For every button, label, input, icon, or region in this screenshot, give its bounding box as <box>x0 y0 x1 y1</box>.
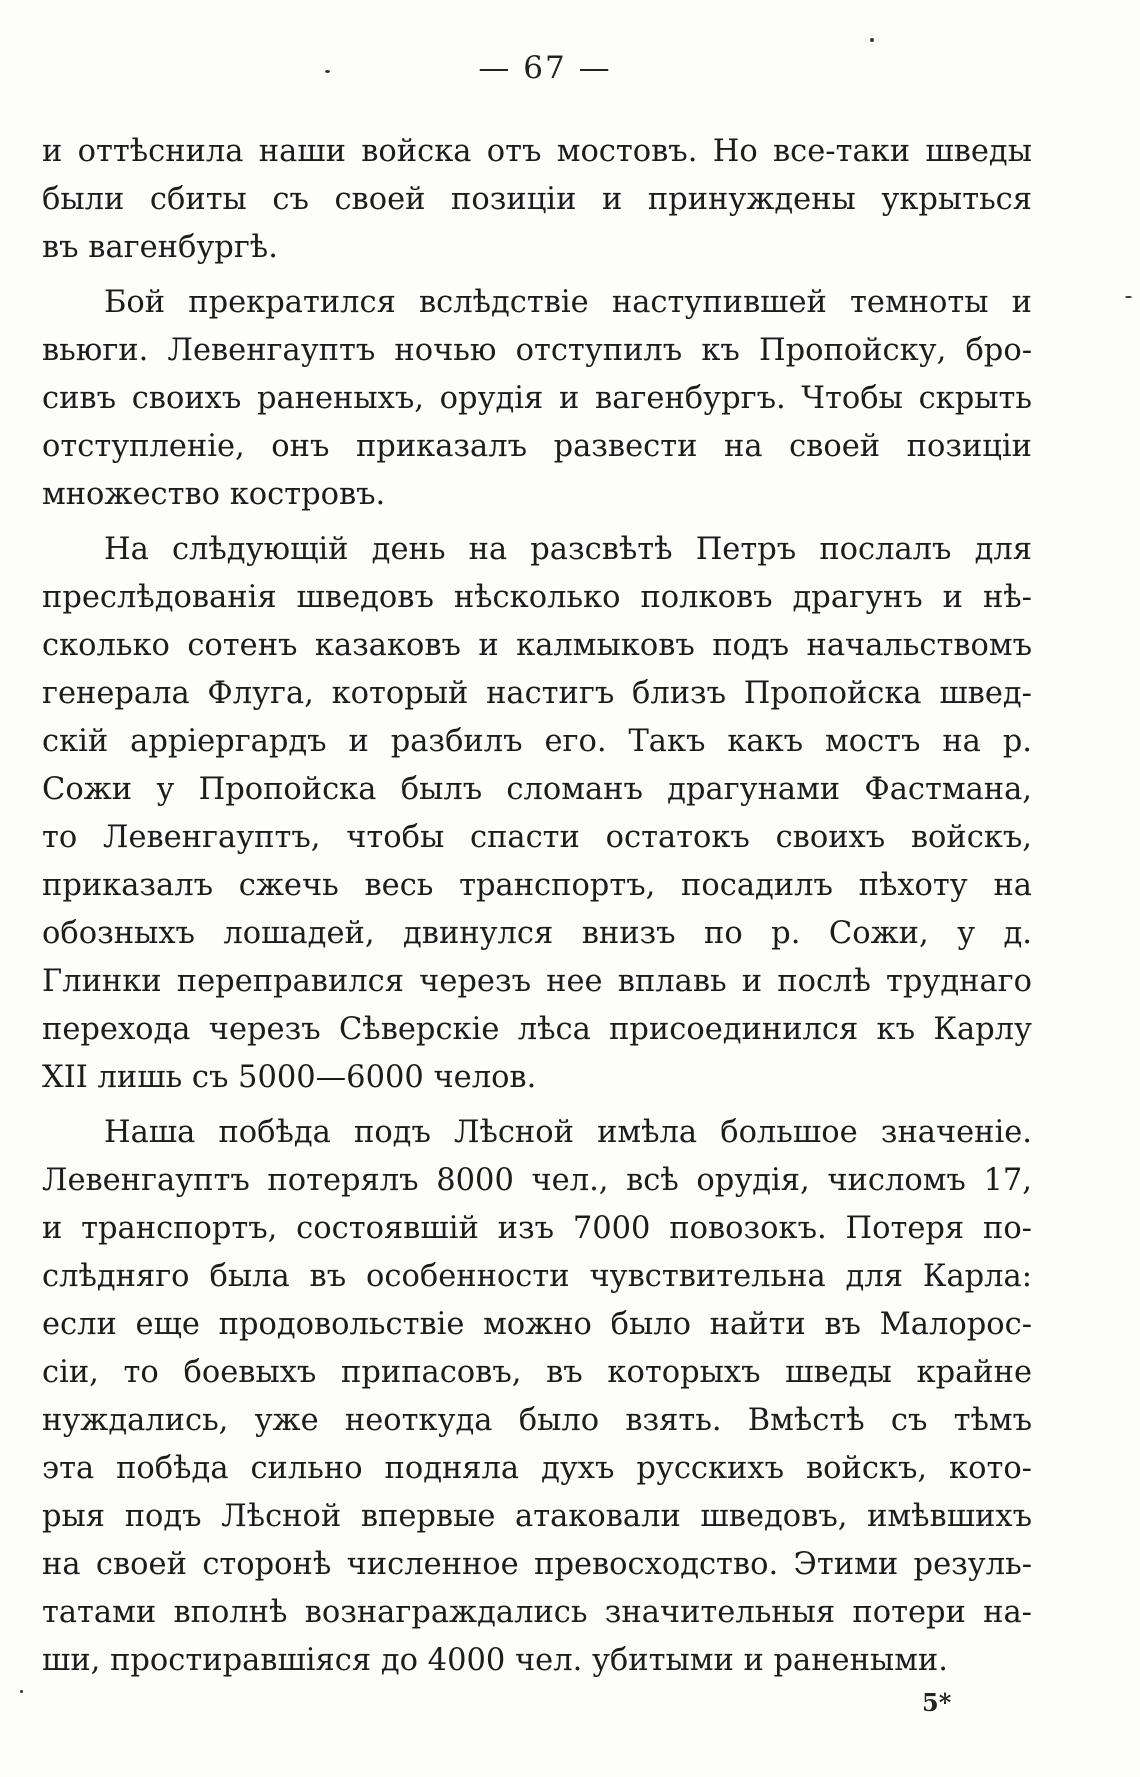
text-line: если еще продовольствіе можно было найти въ Малорос- <box>42 1307 1032 1342</box>
text-line: Левенгауптъ потерялъ 8000 чел., всѣ орудія, числомъ 17, <box>42 1163 1032 1198</box>
text-line: въ вагенбургѣ. <box>42 230 278 265</box>
paragraph <box>42 526 1032 1102</box>
text-line: рыя подъ Лѣсной впервые атаковали шведовъ, имѣвшихъ <box>42 1499 1032 1534</box>
body-text <box>42 128 1032 1692</box>
text-line: вьюги. Левенгауптъ ночью отступилъ къ Пропойску, бро- <box>42 333 1032 368</box>
paragraph <box>42 1109 1032 1685</box>
paragraph <box>42 128 1032 272</box>
text-line: эта побѣда сильно подняла духъ русскихъ войскъ, кото- <box>42 1451 1032 1486</box>
text-line: Сожи у Пропойска былъ сломанъ драгунами Фастмана, <box>42 772 1032 807</box>
text-line: и транспортъ, состоявшій изъ 7000 повозокъ. Потеря по- <box>42 1211 1032 1246</box>
text-line: перехода черезъ Сѣверскіе лѣса присоединился къ Карлу <box>42 1012 1032 1047</box>
ink-speck <box>1125 296 1132 298</box>
text-line: нуждались, уже неоткуда было взять. Вмѣстѣ съ тѣмъ <box>42 1403 1032 1438</box>
text-line: были сбиты съ своей позиціи и принуждены укрыться <box>42 182 1032 217</box>
text-line: ши, простиравшіяся до 4000 чел. убитыми и ранеными. <box>42 1643 948 1678</box>
text-line: множество костровъ. <box>42 477 386 512</box>
text-line: слѣдняго была въ особенности чувствительна для Карла: <box>42 1259 1032 1294</box>
text-line: приказалъ сжечь весь транспортъ, посадилъ пѣхоту на <box>42 868 1032 903</box>
text-line: скій арріергардъ и разбилъ его. Такъ какъ мостъ на р. <box>42 724 1032 759</box>
text-line: на своей сторонѣ численное превосходство. Этими резуль- <box>42 1547 1032 1582</box>
text-line: сивъ своихъ раненыхъ, орудія и вагенбургъ. Чтобы скрыть <box>42 381 1032 416</box>
ink-speck <box>20 1690 23 1693</box>
text-line: Бой прекратился вслѣдствіе наступившей темноты и <box>104 285 1032 320</box>
page-number: — 67 — <box>478 50 612 86</box>
text-line: сіи, то боевыхъ припасовъ, въ которыхъ шведы крайне <box>42 1355 1032 1390</box>
text-line: то Левенгауптъ, чтобы спасти остатокъ своихъ войскъ, <box>42 820 1032 855</box>
text-line: Глинки переправился черезъ нее вплавь и послѣ труднаго <box>42 964 1032 999</box>
text-line: отступленіе, онъ приказалъ развести на своей позиціи <box>42 429 1032 464</box>
text-line: Наша побѣда подъ Лѣсной имѣла большое значеніе. <box>104 1115 1032 1150</box>
text-line: XII лишь съ 5000—6000 челов. <box>42 1060 537 1095</box>
text-line: На слѣдующій день на разсвѣтѣ Петръ послалъ для <box>104 532 1032 567</box>
text-line: генерала Флуга, который настигъ близъ Пропойска швед- <box>42 676 1032 711</box>
text-line: обозныхъ лошадей, двинулся внизъ по р. Сожи, у д. <box>42 916 1032 951</box>
ink-speck <box>870 38 874 42</box>
signature-mark: 5* <box>922 1688 952 1717</box>
text-line: преслѣдованія шведовъ нѣсколько полковъ драгунъ и нѣ- <box>42 580 1032 615</box>
ink-speck <box>325 70 330 73</box>
text-line: сколько сотенъ казаковъ и калмыковъ подъ начальствомъ <box>42 628 1032 663</box>
text-line: и оттѣснила наши войска отъ мостовъ. Но все-таки шведы <box>42 134 1032 169</box>
text-line: татами вполнѣ вознаграждались значительныя потери на- <box>42 1595 1032 1630</box>
paragraph <box>42 279 1032 519</box>
